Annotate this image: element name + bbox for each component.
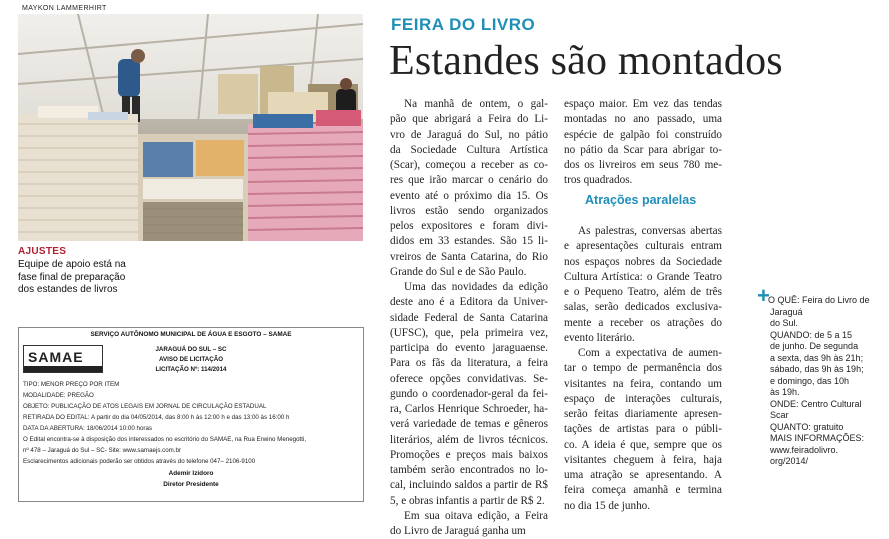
- article-line: didos em 33 estandes. São 15 li-: [390, 235, 548, 248]
- article-column-2-top: [564, 97, 722, 189]
- article-headline: Estandes são montados: [389, 38, 783, 84]
- caption-line: dos estandes de livros: [18, 284, 118, 295]
- article-line: visitantes cheguem à feira, haja: [564, 453, 722, 466]
- article-line: nos espaços nobres da Sociedade: [564, 255, 722, 268]
- article-line: vro de Jaraguá do Sul, no pátio: [390, 128, 548, 141]
- article-line: co. A ideia é que, sempre que os: [564, 438, 722, 451]
- article-line: dos os livreiros em seus 780 me-: [564, 159, 722, 171]
- article-line: (Scar), começou a receber as co-: [390, 159, 548, 171]
- article-line: 5, e obras infantis a partir de R$ 2.: [390, 494, 545, 507]
- article-line: e apresentações culturais entram: [564, 240, 722, 253]
- ad-signer-role: Diretor Presidente: [163, 481, 219, 488]
- info-line: org/2014/: [770, 456, 809, 466]
- article-line: pão que abrigará a Feira do Li-: [390, 113, 548, 126]
- ad-line: Esclarecimentos adicionais poderão ser obtidos através do telefone 047– 2106-9100: [23, 458, 256, 465]
- ad-line: OBJETO: PUBLICAÇÃO DE ATOS LEGAIS EM JORNAL DE CIRCULAÇÃO ESTADUAL: [23, 403, 267, 410]
- article-line: no pátio da Scar para abrigar to-: [564, 143, 722, 156]
- info-line: de junho. De segunda: [770, 341, 859, 351]
- article-line: verá variedade de temas e gêneros: [390, 418, 548, 431]
- info-line: MAIS INFORMAÇÕES:: [770, 433, 865, 443]
- photo-caption: [18, 259, 218, 297]
- warehouse-photo-image: [18, 14, 363, 241]
- article-line: tros quadrados.: [564, 174, 633, 187]
- ad-line: DATA DA ABERTURA: 18/06/2014 10:00 horas: [23, 425, 152, 432]
- article-line: res que irão marcar o cenário do: [390, 174, 548, 187]
- article-line: mente a receber os atrações do: [564, 316, 722, 329]
- article-line: montadas no ano passado, uma: [564, 113, 722, 126]
- article-line: visitantes na feira, contando um: [564, 377, 722, 390]
- info-line: QUANTO: gratuito: [770, 421, 844, 432]
- ad-city: JARAGUÁ DO SUL – SC: [155, 346, 227, 353]
- article-line: também serão encontrados no lo-: [390, 464, 548, 476]
- article-column-2-bottom: [564, 224, 722, 514]
- photo-caption-title: AJUSTES: [18, 246, 67, 257]
- article-line: cal, incluindo saldos a partir de R$: [390, 479, 548, 492]
- info-line: ONDE: Centro Cultural: [770, 398, 862, 409]
- info-line: e domingo, das 10h: [770, 375, 850, 386]
- article-subhead: Atrações paralelas: [585, 193, 697, 207]
- article-line: Grande do Sul e de São Paulo.: [390, 265, 527, 278]
- article-line: serão feitas diariamente apresen-: [564, 408, 722, 420]
- article-line: do Livro de Jaraguá ganha um: [390, 525, 526, 537]
- article-line: tações de artistas para o públi-: [564, 423, 722, 436]
- article-line: literários, além de livros técnicos.: [390, 433, 548, 446]
- samae-logo-strip: [24, 366, 102, 372]
- article-line: livros estão sendo organizados: [390, 204, 548, 217]
- article-line: Com a expectativa de aumen-: [578, 347, 722, 359]
- ad-line: MODALIDADE: PREGÃO: [23, 392, 94, 399]
- samae-logo: [23, 345, 103, 373]
- article-line: sidade Federal de Santa Catarina: [390, 311, 548, 324]
- article-line: no dia 15 de junho.: [564, 499, 651, 512]
- article-line: Cultura Artística: o Grande Teatro: [564, 270, 722, 283]
- article-line: uma atração se apresentando. A: [564, 469, 722, 481]
- plus-icon: +: [757, 283, 770, 308]
- article-line: feira começa amanhã e termina: [564, 484, 722, 497]
- info-line: Jaraguá: [770, 306, 803, 317]
- article-line: oferece opções convidativas. Se-: [390, 372, 548, 385]
- info-line: Scar: [770, 410, 789, 420]
- ad-notice-title: AVISO DE LICITAÇÃO: [158, 356, 224, 363]
- legal-notice-ad: [18, 327, 364, 502]
- info-line: sábado, das 9h às 19h;: [770, 364, 864, 374]
- event-info-box: [742, 295, 887, 468]
- info-line: O QUÊ: Feira do Livro de: [768, 295, 870, 305]
- article-line: Na manhã de ontem, o gal-: [404, 98, 548, 110]
- article-line: da Sociedade Cultura Artística: [390, 143, 548, 156]
- article-line: pelos expositores e foram divi-: [390, 220, 548, 232]
- info-line: a sexta, das 9h às 21h;: [770, 352, 864, 363]
- article-line: Para os fãs da literatura, a feira: [390, 357, 548, 370]
- caption-line: Equipe de apoio está na: [18, 259, 126, 270]
- article-line: evento até o próximo dia 15. Os: [390, 189, 548, 202]
- ad-org-name: SERVIÇO AUTÔNOMO MUNICIPAL DE ÁGUA E ESGOTO – SAMAE: [90, 331, 292, 338]
- article-line: ra, Carlos Henrique Schroeder, ha-: [390, 403, 548, 415]
- article-line: participa do evento jaraguaense.: [390, 342, 548, 354]
- caption-line: fase final de preparação: [18, 271, 126, 283]
- ad-signer: Ademir Izidoro: [168, 470, 214, 477]
- article-line: vreiros de Santa Catarina, do Rio: [390, 250, 548, 263]
- article-line: e o Pequeno Teatro, além de três: [564, 286, 722, 298]
- article-line: (UFSC), que, pela primeira vez,: [390, 326, 548, 339]
- article-line: tar o tempo de permanência dos: [564, 362, 722, 375]
- article-line: salas, serão dedicados exclusiva-: [564, 301, 722, 314]
- article-line: evento literário.: [564, 331, 635, 344]
- article-line: deste ano é a Editora da Univer-: [390, 296, 548, 309]
- news-photo: [18, 14, 363, 241]
- ad-line: RETIRADA DO EDITAL: A partir do dia 04/05/2014, das 8:00 h às 12:00 h e das 13:00 às 16:00 h: [23, 414, 290, 421]
- article-line: espaço de interações culturais,: [564, 392, 722, 405]
- samae-logo-text: SAMAE: [28, 349, 84, 365]
- article-line: espaço maior. Em vez das tendas: [564, 98, 722, 110]
- article-line: Promoções e preços mais baixos: [390, 448, 548, 461]
- ad-line: nº 478 – Jaraguá do Sul – SC- Site: www.samaejs.com.br: [23, 447, 182, 454]
- ad-line: O Edital encontra-se à disposição dos interessados no escritório do SAMAE, na Rua Erwino Menegotti,: [23, 436, 307, 443]
- ad-line: TIPO: MENOR PREÇO POR ITEM: [23, 381, 120, 388]
- article-line: As palestras, conversas abertas: [578, 225, 722, 237]
- info-line: do Sul.: [770, 318, 799, 328]
- article-line: Em sua oitava edição, a Feira: [404, 509, 548, 522]
- photo-credit: MAYKON LAMMERHIRT: [22, 5, 107, 12]
- article-line: Uma das novidades da edição: [404, 281, 548, 293]
- section-kicker: FEIRA DO LIVRO: [391, 15, 536, 34]
- article-column-1: [390, 97, 548, 539]
- info-line: www.feiradolivro.: [770, 444, 839, 455]
- info-line: às 19h.: [770, 387, 800, 397]
- article-line: espécie de galpão foi construído: [564, 128, 722, 141]
- ad-bid-number: LICITAÇÃO Nº: 114/2014: [155, 366, 227, 373]
- article-line: gundo o coordenador-geral da fei-: [390, 387, 548, 400]
- info-line: QUANDO: de 5 a 15: [770, 329, 853, 340]
